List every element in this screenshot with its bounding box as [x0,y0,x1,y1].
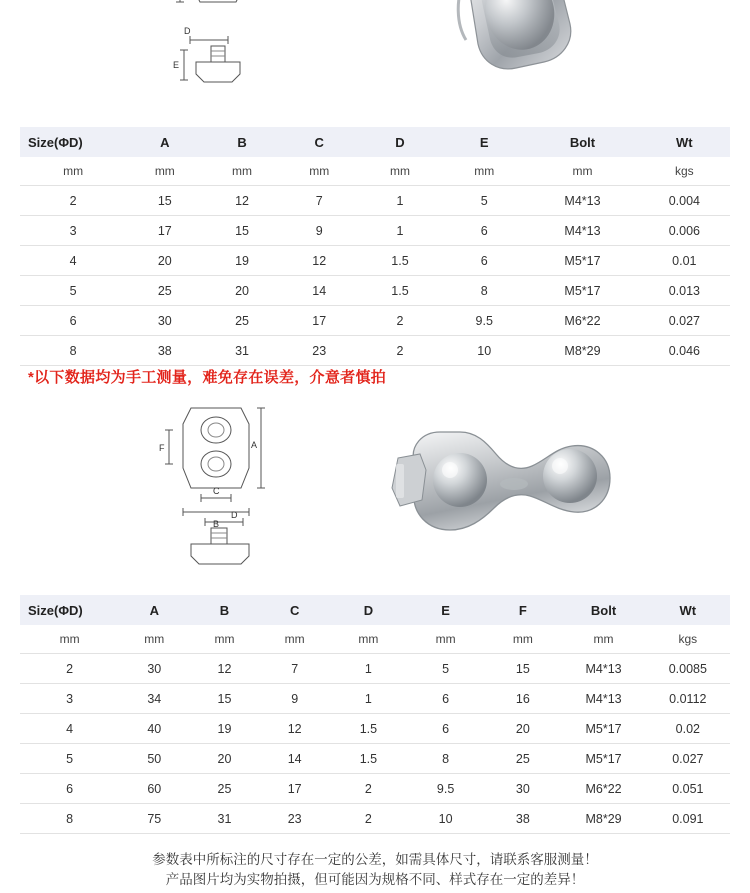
dim-label-d: D [184,26,191,36]
cell-size: 6 [20,774,119,804]
cell-bolt: M6*22 [561,774,645,804]
cell-size: 3 [20,684,119,714]
cell-a: 34 [119,684,189,714]
table1-wrap [0,127,750,366]
th-b: B [237,134,247,150]
cell-size: 4 [20,714,119,744]
simplex-clip-drawing [170,0,350,114]
cell-c: 14 [281,276,358,306]
cell-wt: 0.051 [646,774,730,804]
cell-d: 1 [330,654,407,684]
unit-a: mm [144,632,165,646]
cell-e: 6 [407,684,484,714]
unit-f: mm [512,632,533,646]
cell-f: 25 [484,744,561,774]
cell-c: 23 [281,336,358,366]
cell-a: 17 [126,216,203,246]
table-row [20,246,730,276]
cell-d: 2 [358,336,442,366]
cell-size: 2 [20,186,126,216]
th-d: D [395,134,405,150]
unit-a: mm [154,164,175,178]
dim-label-e: E [173,60,180,70]
simplex-clip-spec-table [20,127,730,366]
cell-size: 8 [20,336,126,366]
unit-bolt: mm [593,632,614,646]
measurement-note: *以下数据均为手工测量，难免存在误差，介意者慎拍 [28,369,387,386]
simplex-clip-photo [420,0,640,112]
cell-size: 6 [20,306,126,336]
cell-bolt: M8*29 [561,804,645,834]
th-f: F [518,602,527,618]
mid-figure-area [0,396,750,586]
unit-e: mm [474,164,495,178]
cell-e: 6 [442,216,526,246]
table-header-row [20,595,730,625]
cell-b: 25 [189,774,259,804]
cell-c: 7 [260,654,330,684]
cell-a: 30 [119,654,189,684]
cell-b: 12 [189,654,259,684]
unit-size: mm [59,632,80,646]
cell-d: 1.5 [358,246,442,276]
cell-e: 5 [407,654,484,684]
table-row [20,186,730,216]
cell-d: 1.5 [330,714,407,744]
table-row [20,654,730,684]
dim-label-d: D [231,510,238,520]
cell-bolt: M5*17 [526,276,638,306]
cell-f: 16 [484,684,561,714]
cell-f: 20 [484,714,561,744]
unit-wt: kgs [674,164,694,178]
table-row [20,744,730,774]
cell-f: 15 [484,654,561,684]
cell-c: 12 [260,714,330,744]
cell-e: 6 [407,714,484,744]
cell-b: 12 [203,186,280,216]
dim-label-b: B [213,519,220,529]
cell-b: 15 [203,216,280,246]
cell-c: 9 [281,216,358,246]
dim-label-f: F [159,443,165,453]
cell-a: 20 [126,246,203,276]
table-row [20,336,730,366]
table-unit-row [20,625,730,654]
cell-size: 3 [20,216,126,246]
cell-wt: 0.006 [639,216,730,246]
cell-wt: 0.004 [639,186,730,216]
table-row [20,276,730,306]
cell-a: 75 [119,804,189,834]
cell-d: 2 [330,804,407,834]
footer-notes [0,850,750,890]
dim-label-c: C [213,486,220,496]
cell-size: 5 [20,744,119,774]
cell-wt: 0.027 [639,306,730,336]
cell-bolt: M8*29 [526,336,638,366]
cell-bolt: M4*13 [561,654,645,684]
cell-b: 15 [189,684,259,714]
cell-d: 1 [358,216,442,246]
cell-bolt: M6*22 [526,306,638,336]
cell-a: 25 [126,276,203,306]
cell-a: 60 [119,774,189,804]
th-size: Size(ΦD) [28,134,83,150]
th-bolt: Bolt [590,602,617,618]
cell-a: 15 [126,186,203,216]
table-row [20,804,730,834]
table2-wrap [0,595,750,834]
cell-c: 7 [281,186,358,216]
th-e: E [479,134,489,150]
unit-b: mm [232,164,253,178]
dim-label-a: A [251,440,258,450]
th-b: B [219,602,230,618]
duplex-clip-drawing [145,396,345,576]
cell-f: 38 [484,804,561,834]
unit-c: mm [284,632,305,646]
cell-a: 38 [126,336,203,366]
table-unit-row [20,157,730,186]
th-size: Size(ΦD) [28,602,83,618]
cell-b: 20 [203,276,280,306]
footer-note-2: 产品图片均为实物拍摄，但可能因为规格不同、样式存在一定的差异！ [165,872,585,887]
th-e: E [441,602,450,618]
unit-size: mm [63,164,84,178]
cell-wt: 0.01 [639,246,730,276]
unit-d: mm [358,632,379,646]
cell-bolt: M5*17 [526,246,638,276]
cell-size: 4 [20,246,126,276]
cell-b: 25 [203,306,280,336]
cell-wt: 0.091 [646,804,730,834]
cell-d: 1.5 [330,744,407,774]
table-row [20,216,730,246]
cell-a: 30 [126,306,203,336]
cell-e: 6 [442,246,526,276]
table-row [20,774,730,804]
cell-c: 12 [281,246,358,276]
cell-bolt: M5*17 [561,744,645,774]
unit-c: mm [309,164,330,178]
cell-size: 2 [20,654,119,684]
cell-e: 5 [442,186,526,216]
cell-wt: 0.013 [639,276,730,306]
table-row [20,306,730,336]
cell-bolt: M4*13 [526,186,638,216]
cell-d: 2 [330,774,407,804]
table-header-row [20,127,730,157]
unit-b: mm [214,632,235,646]
cell-e: 10 [407,804,484,834]
cell-c: 17 [260,774,330,804]
cell-b: 20 [189,744,259,774]
th-c: C [314,134,324,150]
top-figure-area [0,0,750,122]
cell-e: 9.5 [442,306,526,336]
table-row [20,684,730,714]
cell-b: 19 [203,246,280,276]
table-row [20,714,730,744]
footer-note-1: 参数表中所标注的尺寸存在一定的公差，如需具体尺寸，请联系客服测量！ [152,852,598,867]
cell-c: 17 [281,306,358,336]
cell-e: 8 [407,744,484,774]
duplex-clip-photo [380,396,660,576]
cell-e: 10 [442,336,526,366]
cell-c: 23 [260,804,330,834]
cell-b: 31 [189,804,259,834]
cell-f: 30 [484,774,561,804]
cell-d: 1.5 [358,276,442,306]
cell-bolt: M5*17 [561,714,645,744]
cell-bolt: M4*13 [526,216,638,246]
cell-c: 9 [260,684,330,714]
unit-e: mm [435,632,456,646]
th-c: C [289,602,300,618]
unit-bolt: mm [572,164,593,178]
cell-wt: 0.02 [646,714,730,744]
cell-d: 2 [358,306,442,336]
th-a: A [149,602,159,618]
cell-b: 19 [189,714,259,744]
cell-d: 1 [330,684,407,714]
cell-size: 8 [20,804,119,834]
cell-bolt: M4*13 [561,684,645,714]
cell-a: 40 [119,714,189,744]
unit-d: mm [389,164,410,178]
unit-wt: kgs [678,632,698,646]
th-wt: Wt [676,134,693,150]
th-bolt: Bolt [569,134,596,150]
cell-size: 5 [20,276,126,306]
cell-d: 1 [358,186,442,216]
cell-wt: 0.0085 [646,654,730,684]
cell-e: 9.5 [407,774,484,804]
cell-c: 14 [260,744,330,774]
cell-e: 8 [442,276,526,306]
cell-wt: 0.046 [639,336,730,366]
duplex-clip-spec-table [20,595,730,834]
th-a: A [160,134,170,150]
cell-wt: 0.027 [646,744,730,774]
cell-b: 31 [203,336,280,366]
cell-wt: 0.0112 [646,684,730,714]
th-d: D [363,602,374,618]
cell-a: 50 [119,744,189,774]
th-wt: Wt [679,602,697,618]
